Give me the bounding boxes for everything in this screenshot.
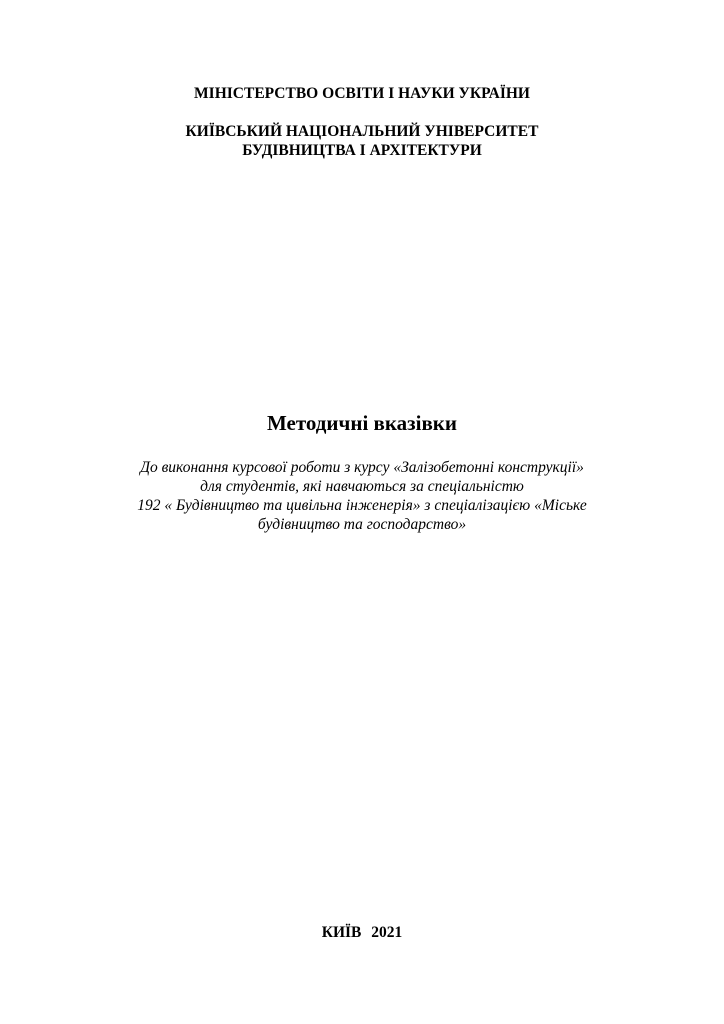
subtitle-line-4: будівництво та господарство» bbox=[257, 516, 467, 533]
document-title: Методичні вказівки bbox=[267, 411, 457, 435]
ministry-heading: МІНІСТЕРСТВО ОСВІТИ І НАУКИ УКРАЇНИ bbox=[194, 85, 530, 102]
subtitle-line-2: для студентів, які навчаються за спеціальністю bbox=[200, 478, 524, 495]
university-name-line-2: БУДІВНИЦТВА І АРХІТЕКТУРИ bbox=[242, 142, 482, 159]
subtitle-line-3: 192 « Будівництво та цивільна інженерія» з спеціалізацією «Міське bbox=[137, 497, 587, 514]
city-year: КИЇВ 2021 bbox=[321, 924, 403, 941]
subtitle-line-1: До виконання курсової роботи з курсу «Залізобетонні конструкції» bbox=[140, 459, 584, 476]
university-name-line-1: КИЇВСЬКИЙ НАЦІОНАЛЬНИЙ УНІВЕРСИТЕТ bbox=[185, 123, 539, 140]
